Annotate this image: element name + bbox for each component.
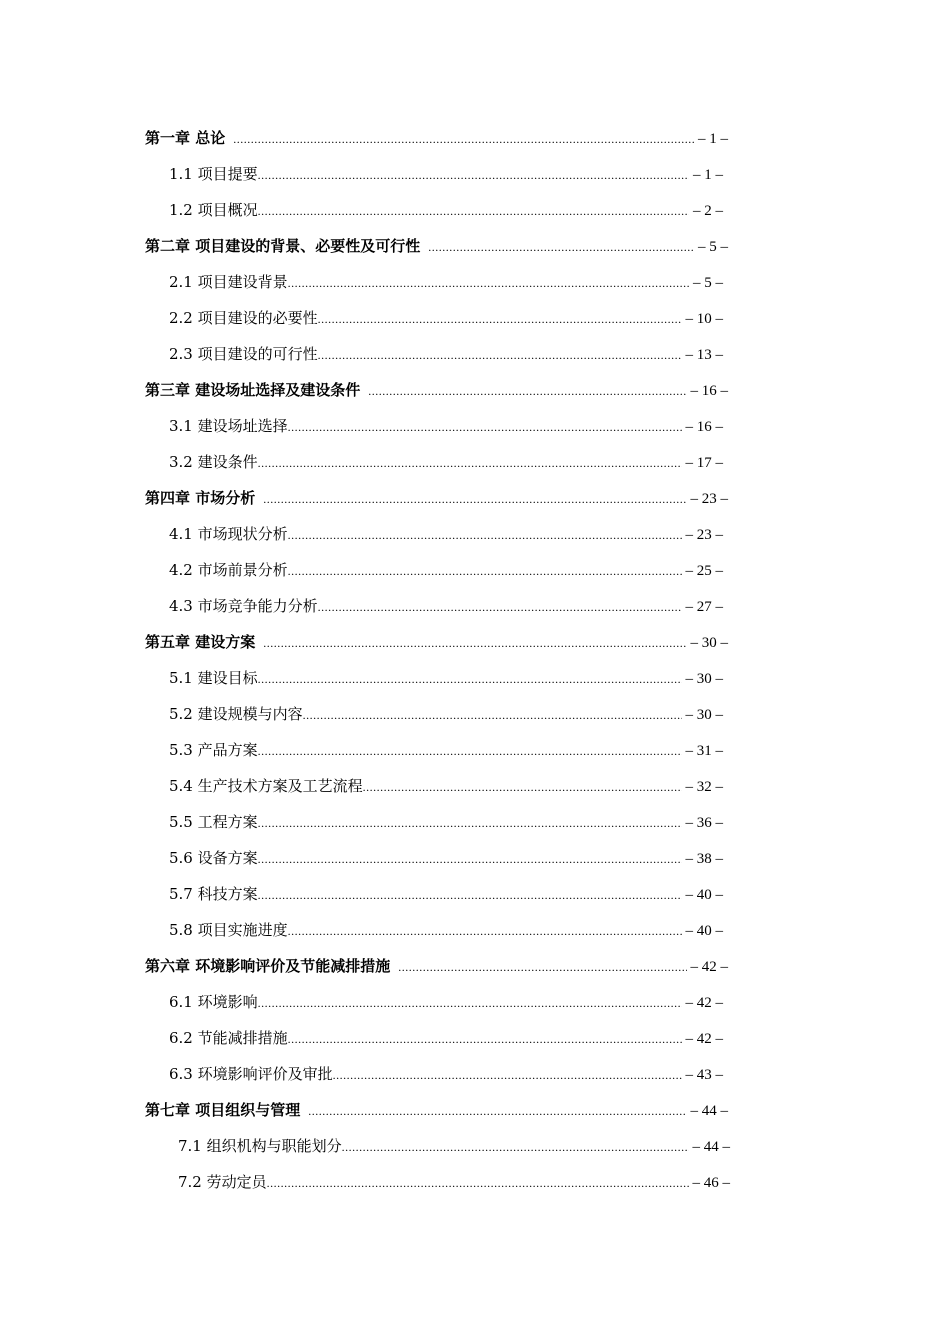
toc-dot-leader (318, 589, 682, 625)
toc-dot-leader (318, 301, 682, 337)
toc-entry-title: 第六章 环境影响评价及节能减排措施 (145, 957, 391, 975)
toc-entry-title: 3.1 建设场址选择 (169, 417, 288, 435)
toc-dot-leader (342, 1129, 689, 1165)
toc-section-5-1[interactable] (0, 660, 950, 696)
toc-chapter-7[interactable] (0, 1092, 950, 1128)
toc-entry-title: 2.3 项目建设的可行性 (169, 345, 318, 363)
toc-section-6-3[interactable] (0, 1056, 950, 1092)
toc-dot-leader (258, 193, 689, 229)
toc-entry-title: 4.3 市场竞争能力分析 (169, 597, 318, 615)
toc-section-2-1[interactable] (0, 264, 950, 300)
toc-dot-leader (428, 229, 694, 265)
toc-dot-leader (258, 985, 682, 1021)
toc-section-6-1[interactable] (0, 984, 950, 1020)
toc-entry-title: 7.2 劳动定员 (178, 1173, 267, 1191)
toc-page-number: – 38 – (685, 851, 723, 867)
toc-section-5-7[interactable] (0, 876, 950, 912)
toc-page-number: – 27 – (685, 599, 723, 615)
toc-dot-leader (258, 877, 682, 913)
toc-entry-title: 5.7 科技方案 (169, 885, 258, 903)
toc-dot-leader (258, 733, 682, 769)
toc-page-number: – 25 – (685, 563, 723, 579)
toc-page-number: – 5 – (698, 239, 728, 255)
toc-section-5-3[interactable] (0, 732, 950, 768)
toc-dot-leader (333, 1057, 682, 1093)
toc-section-5-4[interactable] (0, 768, 950, 804)
toc-dot-leader (263, 625, 686, 661)
toc-section-3-2[interactable] (0, 444, 950, 480)
toc-entry-title: 7.1 组织机构与职能划分 (178, 1137, 342, 1155)
toc-entry-title: 6.3 环境影响评价及审批 (169, 1065, 333, 1083)
toc-entry-title: 2.1 项目建设背景 (169, 273, 288, 291)
toc-page-number: – 30 – (685, 671, 723, 687)
toc-dot-leader (363, 769, 682, 805)
toc-page-number: – 23 – (685, 527, 723, 543)
toc-section-5-8[interactable] (0, 912, 950, 948)
toc-chapter-3[interactable] (0, 372, 950, 408)
toc-section-4-3[interactable] (0, 588, 950, 624)
toc-entry-title: 4.1 市场现状分析 (169, 525, 288, 543)
toc-page-number: – 42 – (685, 1031, 723, 1047)
toc-entry-title: 5.6 设备方案 (169, 849, 258, 867)
toc-dot-leader (258, 805, 682, 841)
toc-section-3-1[interactable] (0, 408, 950, 444)
toc-page-number: – 46 – (692, 1175, 730, 1191)
toc-dot-leader (398, 949, 686, 985)
toc-dot-leader (288, 1021, 682, 1057)
toc-section-2-2[interactable] (0, 300, 950, 336)
toc-dot-leader (288, 553, 682, 589)
toc-entry-title: 第五章 建设方案 (145, 633, 256, 651)
toc-entry-title: 4.2 市场前景分析 (169, 561, 288, 579)
toc-entry-title: 5.3 产品方案 (169, 741, 258, 759)
toc-page-number: – 40 – (685, 887, 723, 903)
toc-entry-title: 5.5 工程方案 (169, 813, 258, 831)
toc-dot-leader (258, 445, 682, 481)
toc-dot-leader (258, 661, 682, 697)
toc-chapter-2[interactable] (0, 228, 950, 264)
toc-page-number: – 44 – (690, 1103, 728, 1119)
toc-section-2-3[interactable] (0, 336, 950, 372)
toc-entry-title: 5.4 生产技术方案及工艺流程 (169, 777, 363, 795)
toc-section-7-2[interactable] (0, 1164, 950, 1200)
toc-page-number: – 32 – (685, 779, 723, 795)
toc-page-number: – 17 – (685, 455, 723, 471)
toc-page-number: – 30 – (685, 707, 723, 723)
toc-entry-title: 第七章 项目组织与管理 (145, 1101, 301, 1119)
toc-entry-title: 第三章 建设场址选择及建设条件 (145, 381, 361, 399)
toc-page-number: – 43 – (685, 1067, 723, 1083)
toc-dot-leader (318, 337, 682, 373)
toc-entry-title: 1.2 项目概况 (169, 201, 258, 219)
toc-entry-title: 第二章 项目建设的背景、必要性及可行性 (145, 237, 421, 255)
toc-entry-title: 1.1 项目提要 (169, 165, 258, 183)
toc-section-4-1[interactable] (0, 516, 950, 552)
toc-page-number: – 23 – (690, 491, 728, 507)
toc-section-5-5[interactable] (0, 804, 950, 840)
toc-section-4-2[interactable] (0, 552, 950, 588)
toc-page-number: – 13 – (685, 347, 723, 363)
toc-page-number: – 5 – (693, 275, 723, 291)
toc-page-number: – 30 – (690, 635, 728, 651)
toc-dot-leader (258, 157, 689, 193)
toc-dot-leader (288, 913, 682, 949)
toc-section-5-6[interactable] (0, 840, 950, 876)
toc-chapter-4[interactable] (0, 480, 950, 516)
toc-entry-title: 2.2 项目建设的必要性 (169, 309, 318, 327)
toc-dot-leader (233, 121, 694, 157)
toc-page-number: – 16 – (685, 419, 723, 435)
toc-section-1-1[interactable] (0, 156, 950, 192)
toc-chapter-5[interactable] (0, 624, 950, 660)
toc-page-number: – 16 – (690, 383, 728, 399)
toc-dot-leader (288, 517, 682, 553)
toc-entry-title: 5.8 项目实施进度 (169, 921, 288, 939)
toc-entry-title: 6.1 环境影响 (169, 993, 258, 1011)
toc-page-number: – 40 – (685, 923, 723, 939)
toc-dot-leader (263, 481, 686, 517)
toc-section-7-1[interactable] (0, 1128, 950, 1164)
toc-entry-title: 5.1 建设目标 (169, 669, 258, 687)
toc-page-number: – 31 – (685, 743, 723, 759)
toc-dot-leader (368, 373, 686, 409)
toc-page-number: – 42 – (690, 959, 728, 975)
toc-dot-leader (288, 265, 689, 301)
toc-dot-leader (308, 1093, 686, 1129)
toc-page-number: – 42 – (685, 995, 723, 1011)
toc-entry-title: 3.2 建设条件 (169, 453, 258, 471)
toc-dot-leader (303, 697, 682, 733)
toc-entry-title: 第一章 总论 (145, 129, 226, 147)
toc-entry-title: 第四章 市场分析 (145, 489, 256, 507)
toc-entry-title: 6.2 节能减排措施 (169, 1029, 288, 1047)
toc-entry-title: 5.2 建设规模与内容 (169, 705, 303, 723)
toc-chapter-6[interactable] (0, 948, 950, 984)
toc-page-number: – 44 – (692, 1139, 730, 1155)
toc-page-number: – 1 – (693, 167, 723, 183)
toc-dot-leader (288, 409, 682, 445)
toc-page-number: – 2 – (693, 203, 723, 219)
toc-section-6-2[interactable] (0, 1020, 950, 1056)
toc-dot-leader (267, 1165, 689, 1201)
toc-section-1-2[interactable] (0, 192, 950, 228)
toc-section-5-2[interactable] (0, 696, 950, 732)
table-of-contents (0, 120, 950, 1200)
toc-page-number: – 1 – (698, 131, 728, 147)
toc-page-number: – 36 – (685, 815, 723, 831)
toc-dot-leader (258, 841, 682, 877)
toc-page-number: – 10 – (685, 311, 723, 327)
toc-chapter-1[interactable] (0, 120, 950, 156)
